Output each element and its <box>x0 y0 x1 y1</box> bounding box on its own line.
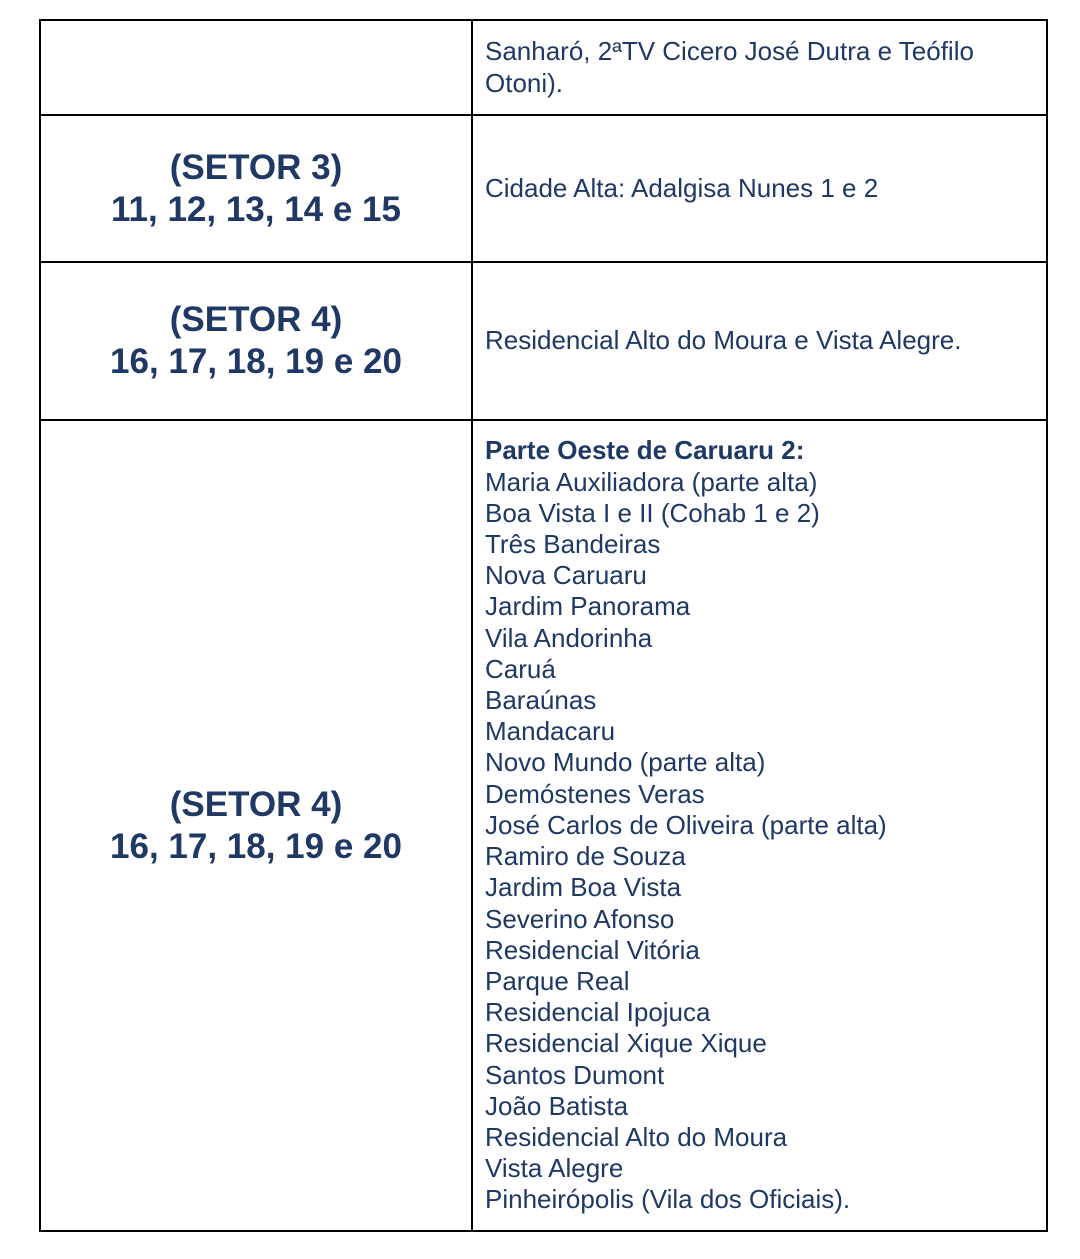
list-item: Três Bandeiras <box>485 529 661 560</box>
sector-cell <box>40 262 472 420</box>
neighborhood-cell <box>472 20 1047 115</box>
list-item: Residencial Xique Xique <box>485 1028 767 1059</box>
neighborhood-text-line: Sanharó, 2ªTV Cicero José Dutra e Teófilo <box>485 36 974 67</box>
sector-numbers: 16, 17, 18, 19 e 20 <box>110 826 402 866</box>
sector-table <box>39 19 1048 1232</box>
list-item: Mandacaru <box>485 716 616 747</box>
neighborhood-cell <box>472 262 1047 420</box>
table-row <box>40 20 1047 115</box>
list-item: Santos Dumont <box>485 1059 665 1090</box>
sector-cell <box>40 115 472 262</box>
sector-cell-empty <box>40 20 472 115</box>
sector-title: (SETOR 4) <box>169 300 343 339</box>
neighborhood-heading: Parte Oeste de Caruaru 2: <box>485 435 805 466</box>
list-item: Jardim Panorama <box>485 591 691 622</box>
sector-title: (SETOR 4) <box>169 784 343 824</box>
sector-numbers: 11, 12, 13, 14 e 15 <box>111 189 401 229</box>
list-item: Ramiro de Souza <box>485 841 686 872</box>
sector-numbers: 16, 17, 18, 19 e 20 <box>110 342 402 381</box>
list-item: Nova Caruaru <box>485 560 647 591</box>
sector-title: (SETOR 3) <box>169 147 343 187</box>
neighborhood-cell <box>472 420 1047 1231</box>
neighborhood-cell <box>472 115 1047 262</box>
list-item: José Carlos de Oliveira (parte alta) <box>485 809 887 840</box>
list-item: Residencial Ipojuca <box>485 997 711 1028</box>
neighborhood-text: Residencial Alto do Moura e Vista Alegre. <box>485 325 962 356</box>
list-item: João Batista <box>485 1090 629 1121</box>
list-item: Pinheirópolis (Vila dos Oficiais). <box>485 1184 851 1215</box>
list-item: Vista Alegre <box>485 1153 624 1184</box>
list-item: Residencial Alto do Moura <box>485 1121 788 1152</box>
list-item: Novo Mundo (parte alta) <box>485 747 766 778</box>
table-row <box>40 420 1047 1231</box>
neighborhood-text: Cidade Alta: Adalgisa Nunes 1 e 2 <box>485 172 879 203</box>
sector-cell <box>40 420 472 1231</box>
list-item: Boa Vista I e II (Cohab 1 e 2) <box>485 497 820 528</box>
list-item: Caruá <box>485 653 556 684</box>
list-item: Severino Afonso <box>485 903 675 934</box>
list-item: Demóstenes Veras <box>485 778 705 809</box>
list-item: Baraúnas <box>485 685 597 716</box>
neighborhood-text-line: Otoni). <box>485 67 564 98</box>
table-row <box>40 115 1047 262</box>
table-row <box>40 262 1047 420</box>
list-item: Parque Real <box>485 965 630 996</box>
list-item: Maria Auxiliadora (parte alta) <box>485 466 818 497</box>
neighborhood-list <box>485 467 1036 1216</box>
list-item: Residencial Vitória <box>485 934 700 965</box>
list-item: Vila Andorinha <box>485 622 653 653</box>
list-item: Jardim Boa Vista <box>485 872 682 903</box>
